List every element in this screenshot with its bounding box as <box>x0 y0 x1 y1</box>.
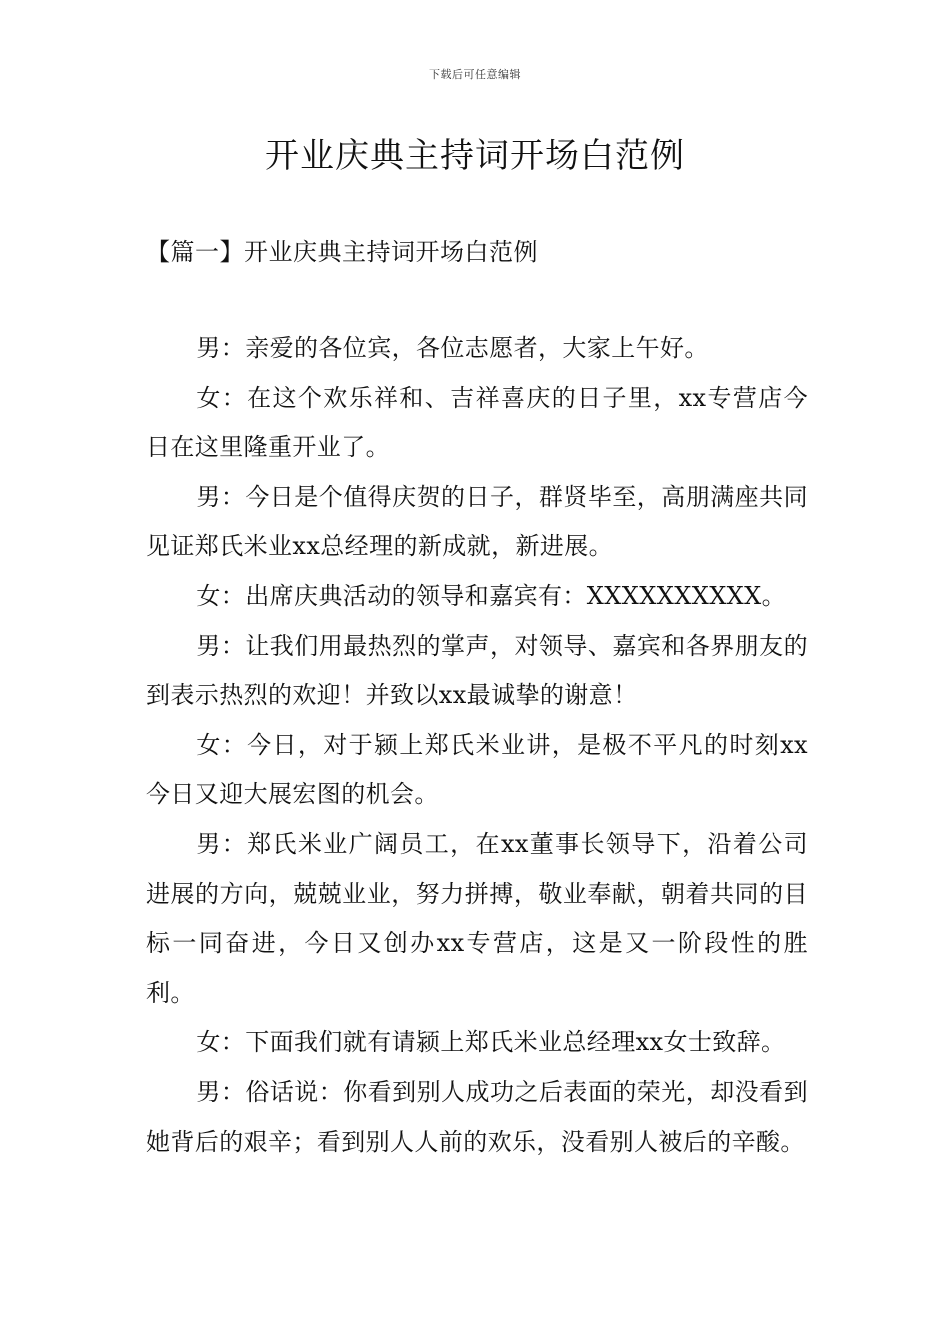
paragraph: 女：今日，对于颍上郑氏米业讲，是极不平凡的时刻xx今日又迎大展宏图的机会。 <box>146 730 808 809</box>
header-note: 下载后可任意编辑 <box>429 68 521 81</box>
paragraph: 女：下面我们就有请颍上郑氏米业总经理xx女士致辞。 <box>196 1028 786 1057</box>
paragraph: 男：俗话说：你看到别人成功之后表面的荣光，却没看到她背后的艰辛；看到别人人前的欢乐，没看别人被后的辛酸。 <box>146 1077 808 1156</box>
paragraph: 男：今日是个值得庆贺的日子，群贤毕至，高朋满座共同见证郑氏米业xx总经理的新成就，新进展。 <box>146 482 808 561</box>
paragraph: 男：郑氏米业广阔员工，在xx董事长领导下，沿着公司进展的方向，兢兢业业，努力拼搏，敬业奉献，朝着共同的目标一同奋进，今日又创办xx专营店，这是又一阶段性的胜利。 <box>146 829 808 1007</box>
paragraph: 男：让我们用最热烈的掌声，对领导、嘉宾和各界朋友的到表示热烈的欢迎！并致以xx最诚挚的谢意！ <box>146 631 808 710</box>
document-body <box>146 324 808 1167</box>
section-heading: 【篇一】开业庆典主持词开场白范例 <box>146 238 538 266</box>
paragraph: 男：亲爱的各位宾，各位志愿者，大家上午好。 <box>196 334 709 362</box>
paragraph: 女：在这个欢乐祥和、吉祥喜庆的日子里，xx专营店今日在这里隆重开业了。 <box>146 383 808 462</box>
document-title: 开业庆典主持词开场白范例 <box>265 136 685 176</box>
paragraph: 女：出席庆典活动的领导和嘉宾有：XXXXXXXXXX。 <box>196 581 787 610</box>
